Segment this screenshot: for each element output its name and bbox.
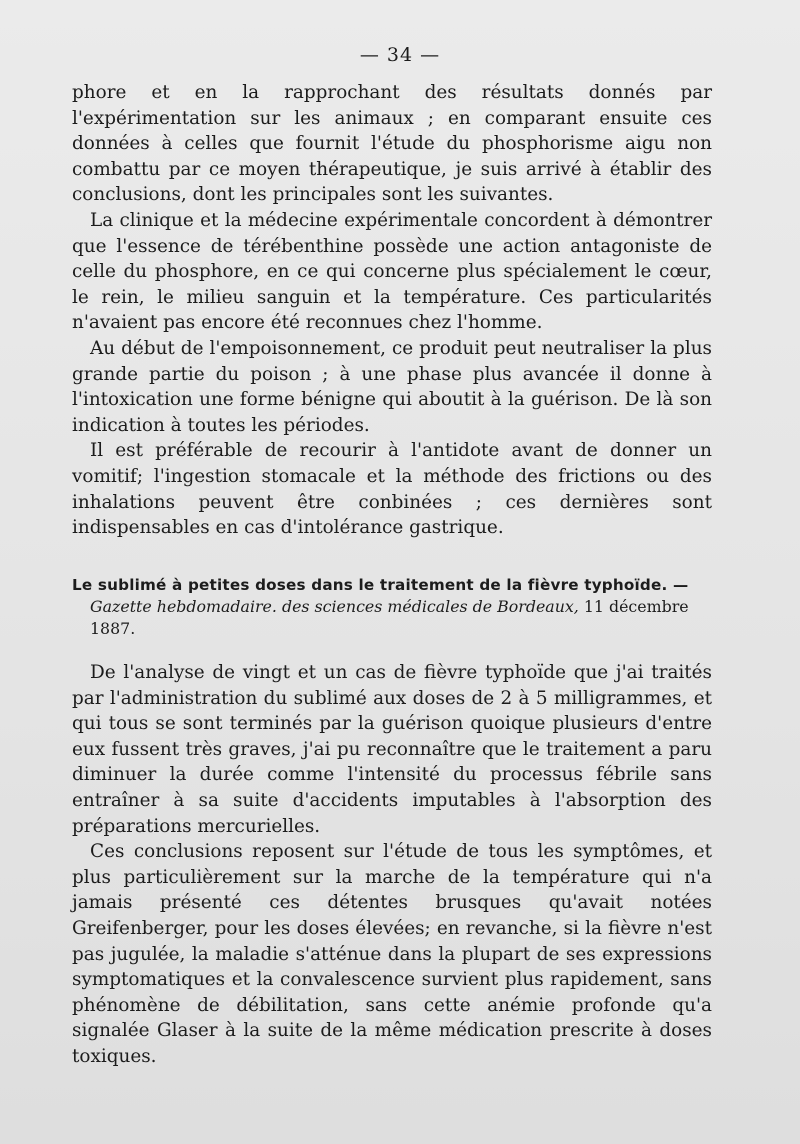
page-number: — 34 — <box>359 44 441 66</box>
paragraph-analyse: De l'analyse de vingt et un cas de fièvre typhoïde que j'ai traités par l'administration du sublimé aux doses de 2 à 5 milligrammes, et qui tous se sont terminés par la guérison quoique plusieurs d'entre eux fussent très graves, j'ai pu reconnaître que le traitement a paru diminuer la durée comme l'intensité du processus fébrile sans entraîner à sa suite d'accidents imputables à l'absorption des préparations mercurielles. <box>72 662 712 837</box>
article-heading: Le sublimé à petites doses dans le traitement de la fièvre typhoïde. — <box>72 576 689 594</box>
paragraph-debut: Au début de l'empoisonnement, ce produit peut neutraliser la plus grande partie du poison ; à une phase plus avancée il donne à l'intoxication une forme bénigne qui aboutit à la guérison. De là son indication à toutes les périodes. <box>72 337 712 436</box>
paragraph-conclusions: Ces conclusions reposent sur l'étude de tous les symptômes, et plus particulièrement sur la marche de la température qui n'a jamais présenté ces détentes brusques qu'avait notées Greifenberger, pour les doses élevées; en revanche, si la fièvre n'est pas jugulée, la maladie s'atténue dans la plupart de ses expressions symptomatiques et la convalescence survient plus rapidement, sans phénomène de débilitation, sans cette anémie profonde qu'a signalée Glaser à la suite de la même médication prescrite à doses toxiques. <box>72 841 712 1067</box>
paragraph-antidote: Il est préférable de recourir à l'antidote avant de donner un vomitif; l'ingestion stomacale et la méthode des frictions ou des inhalations peuvent être conbinées ; ces dernières sont indispensables en cas d'intolérance gastrique. <box>72 440 712 539</box>
article-citation <box>90 596 722 640</box>
journal-title: Gazette hebdomadaire. des sciences médicales de Bordeaux, <box>90 597 579 616</box>
article-header <box>72 574 722 640</box>
publication-date: 11 décembre 1887. <box>90 597 689 638</box>
paragraph-continuation: phore et en la rapprochant des résultats donnés par l'expérimentation sur les animaux ; en comparant ensuite ces données à celles que fournit l'étude du phosphorisme aigu non combattu par ce moyen thérapeutique, je suis arrivé à établir des conclusions, dont les principales sont les suivantes. <box>72 82 712 206</box>
top-text-block <box>72 80 712 541</box>
article-body <box>72 660 712 1070</box>
paragraph-clinique: La clinique et la médecine expérimentale concordent à démontrer que l'essence de térébenthine possède une action antagoniste de celle du phosphore, en ce qui concerne plus spécialement le cœur, le rein, le milieu sanguin et la température. Ces particularités n'avaient pas encore été reconnues chez l'homme. <box>72 209 712 334</box>
